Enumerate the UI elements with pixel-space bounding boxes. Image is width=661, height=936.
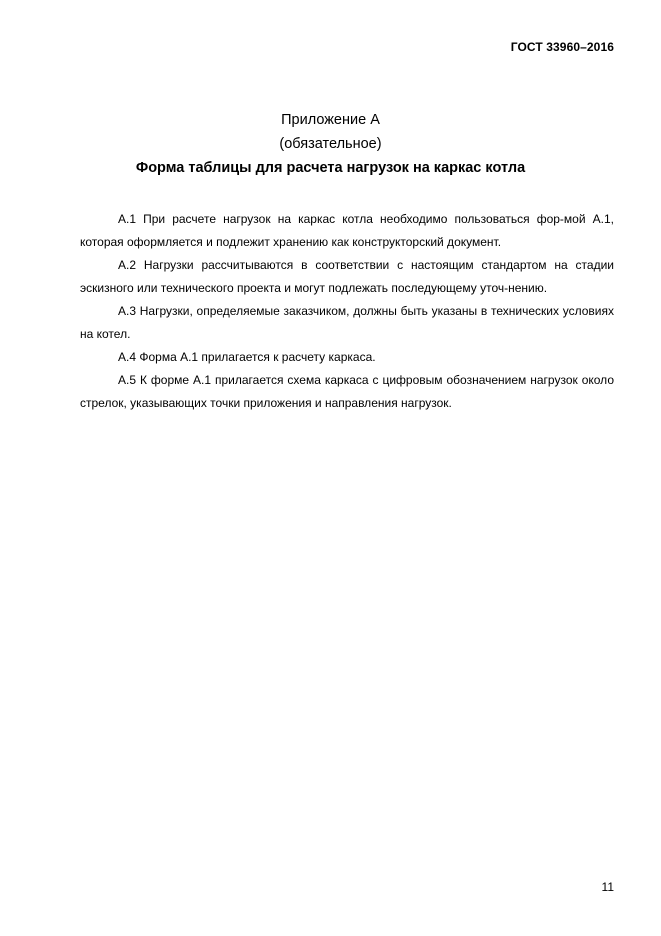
- appendix-subject: Форма таблицы для расчета нагрузок на каркас котла: [135, 160, 526, 176]
- paragraph-a4: А.4 Форма А.1 прилагается к расчету каркаса.: [118, 350, 376, 364]
- paragraph-a3: А.3 Нагрузки, определяемые заказчиком, должны быть указаны в технических условиях на котел.: [80, 304, 614, 341]
- appendix-status: (обязательное): [279, 136, 382, 152]
- appendix-heading: [0, 108, 661, 180]
- document-code: ГОСТ 33960–2016: [510, 40, 614, 54]
- paragraph-a5: А.5 К форме А.1 прилагается схема каркаса с цифровым обозначением нагрузок около стрелок, указывающих точки приложения и направления нагрузок.: [80, 373, 614, 410]
- page-number: 11: [601, 880, 614, 894]
- appendix-title: Приложение А: [281, 112, 380, 128]
- paragraph-a2: А.2 Нагрузки рассчитываются в соответствии с настоящим стандартом на стадии эскизного или технического проекта и могут подлежать последующему уточ-нению.: [80, 258, 614, 295]
- paragraph-a1: А.1 При расчете нагрузок на каркас котла необходимо пользоваться фор-мой А.1, которая оформляется и подлежит хранению как конструкторский документ.: [80, 212, 614, 249]
- appendix-body: [80, 208, 614, 415]
